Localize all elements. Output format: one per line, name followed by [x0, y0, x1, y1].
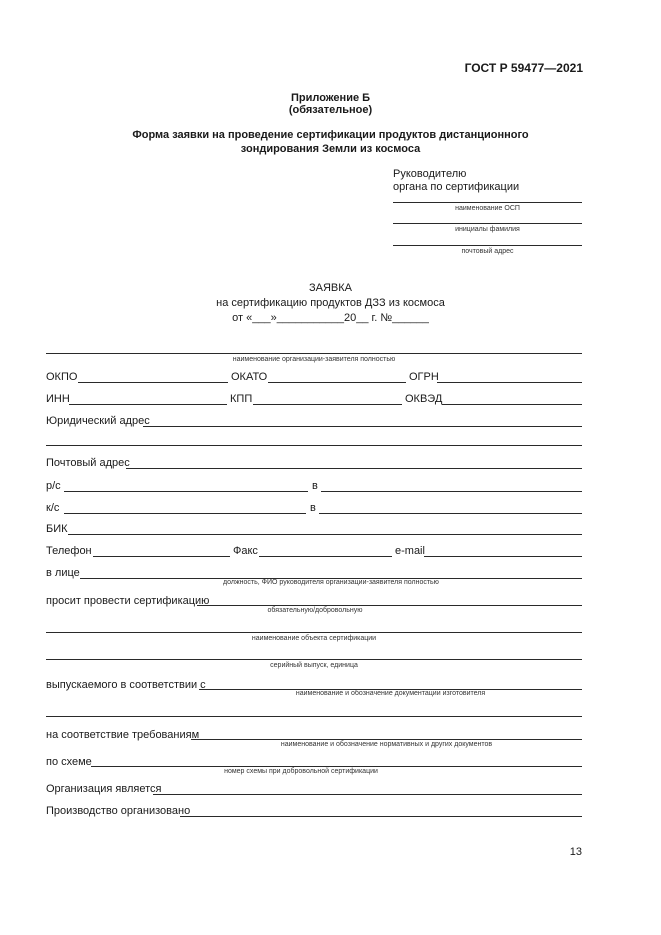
appendix-subtitle: (обязательное) — [288, 104, 373, 116]
rs-bank-field[interactable] — [321, 491, 582, 492]
production-field[interactable] — [180, 816, 582, 817]
request-label: просит провести сертификацию — [46, 595, 210, 607]
produced-label: выпускаемого в соответствии с — [46, 679, 206, 691]
inn-field[interactable] — [69, 404, 227, 405]
object-caption: наименование объекта сертификации — [251, 635, 377, 642]
application-date-line: от «___»___________20__ г. №______ — [232, 312, 429, 324]
inn-label: ИНН — [46, 393, 70, 405]
org-name-caption: наименование организации-заявителя полностью — [232, 356, 396, 363]
kpp-label: КПП — [230, 393, 253, 405]
legal-address-field-2[interactable] — [46, 445, 582, 446]
osp-name-caption: наименование ОСП — [455, 205, 520, 212]
addressee-line1: Руководителю — [393, 168, 467, 180]
okpo-field[interactable] — [78, 382, 228, 383]
phone-field[interactable] — [93, 556, 230, 557]
standard-number: ГОСТ Р 59477—2021 — [464, 61, 583, 75]
produced-field-2[interactable] — [46, 716, 582, 717]
ks-bank-field[interactable] — [319, 513, 582, 514]
rs-field[interactable] — [64, 491, 308, 492]
serial-field[interactable] — [46, 659, 582, 660]
scheme-field[interactable] — [91, 766, 582, 767]
object-field[interactable] — [46, 632, 582, 633]
org-is-label: Организация является — [46, 783, 162, 795]
postal-caption: почтовый адрес — [461, 248, 514, 255]
ogrn-label: ОГРН — [409, 371, 439, 383]
compliance-caption: наименование и обозначение нормативных и других документов — [280, 741, 493, 748]
compliance-label: на соответствие требованиям — [46, 729, 200, 741]
osp-name-line — [393, 202, 582, 203]
initials-line — [393, 223, 582, 224]
in-person-label: в лице — [46, 567, 80, 579]
okved-field[interactable] — [442, 404, 582, 405]
scheme-caption: номер схемы при добровольной сертификации — [224, 768, 378, 775]
postal-line — [393, 245, 582, 246]
postal-address-label: Почтовый адрес — [46, 457, 130, 469]
application-subheading: на сертификацию продуктов ДЗЗ из космоса — [216, 297, 445, 309]
legal-address-field[interactable] — [143, 426, 582, 427]
email-field[interactable] — [424, 556, 582, 557]
page-number: 13 — [569, 846, 582, 858]
initials-caption: инициалы фамилия — [455, 226, 520, 233]
application-heading: ЗАЯВКА — [308, 282, 352, 294]
production-label: Производство организовано — [46, 805, 191, 817]
ks-label: к/с — [46, 502, 60, 514]
ks-bank-label: в — [310, 502, 316, 514]
request-caption: обязательную/добровольную — [267, 607, 363, 614]
form-title-line2: зондирования Земли из космоса — [240, 143, 421, 155]
request-field[interactable] — [197, 605, 582, 606]
ogrn-field[interactable] — [437, 382, 582, 383]
org-is-field[interactable] — [153, 794, 582, 795]
fax-field[interactable] — [259, 556, 392, 557]
kpp-field[interactable] — [253, 404, 402, 405]
postal-address-field[interactable] — [126, 468, 582, 469]
rs-label: р/с — [46, 480, 61, 492]
bik-label: БИК — [46, 523, 68, 535]
addressee-line2: органа по сертификации — [393, 181, 520, 193]
scheme-label: по схеме — [46, 756, 92, 768]
bik-field[interactable] — [68, 534, 582, 535]
email-label: e-mail — [395, 545, 425, 557]
rs-bank-label: в — [312, 480, 318, 492]
in-person-caption: должность, ФИО руководителя организации-заявителя полностью — [223, 579, 439, 586]
okato-field[interactable] — [268, 382, 406, 383]
compliance-field[interactable] — [191, 739, 582, 740]
fax-label: Факс — [233, 545, 258, 557]
okved-label: ОКВЭД — [405, 393, 443, 405]
okato-label: ОКАТО — [231, 371, 268, 383]
ks-field[interactable] — [64, 513, 306, 514]
okpo-label: ОКПО — [46, 371, 78, 383]
appendix-title: Приложение Б — [290, 92, 371, 104]
phone-label: Телефон — [46, 545, 92, 557]
form-title-line1: Форма заявки на проведение сертификации продуктов дистанционного — [132, 129, 529, 141]
org-name-line — [46, 353, 582, 354]
produced-caption: наименование и обозначение документации изготовителя — [295, 690, 486, 697]
serial-caption: серийный выпуск, единица — [270, 662, 358, 669]
legal-address-label: Юридический адрес — [46, 415, 150, 427]
